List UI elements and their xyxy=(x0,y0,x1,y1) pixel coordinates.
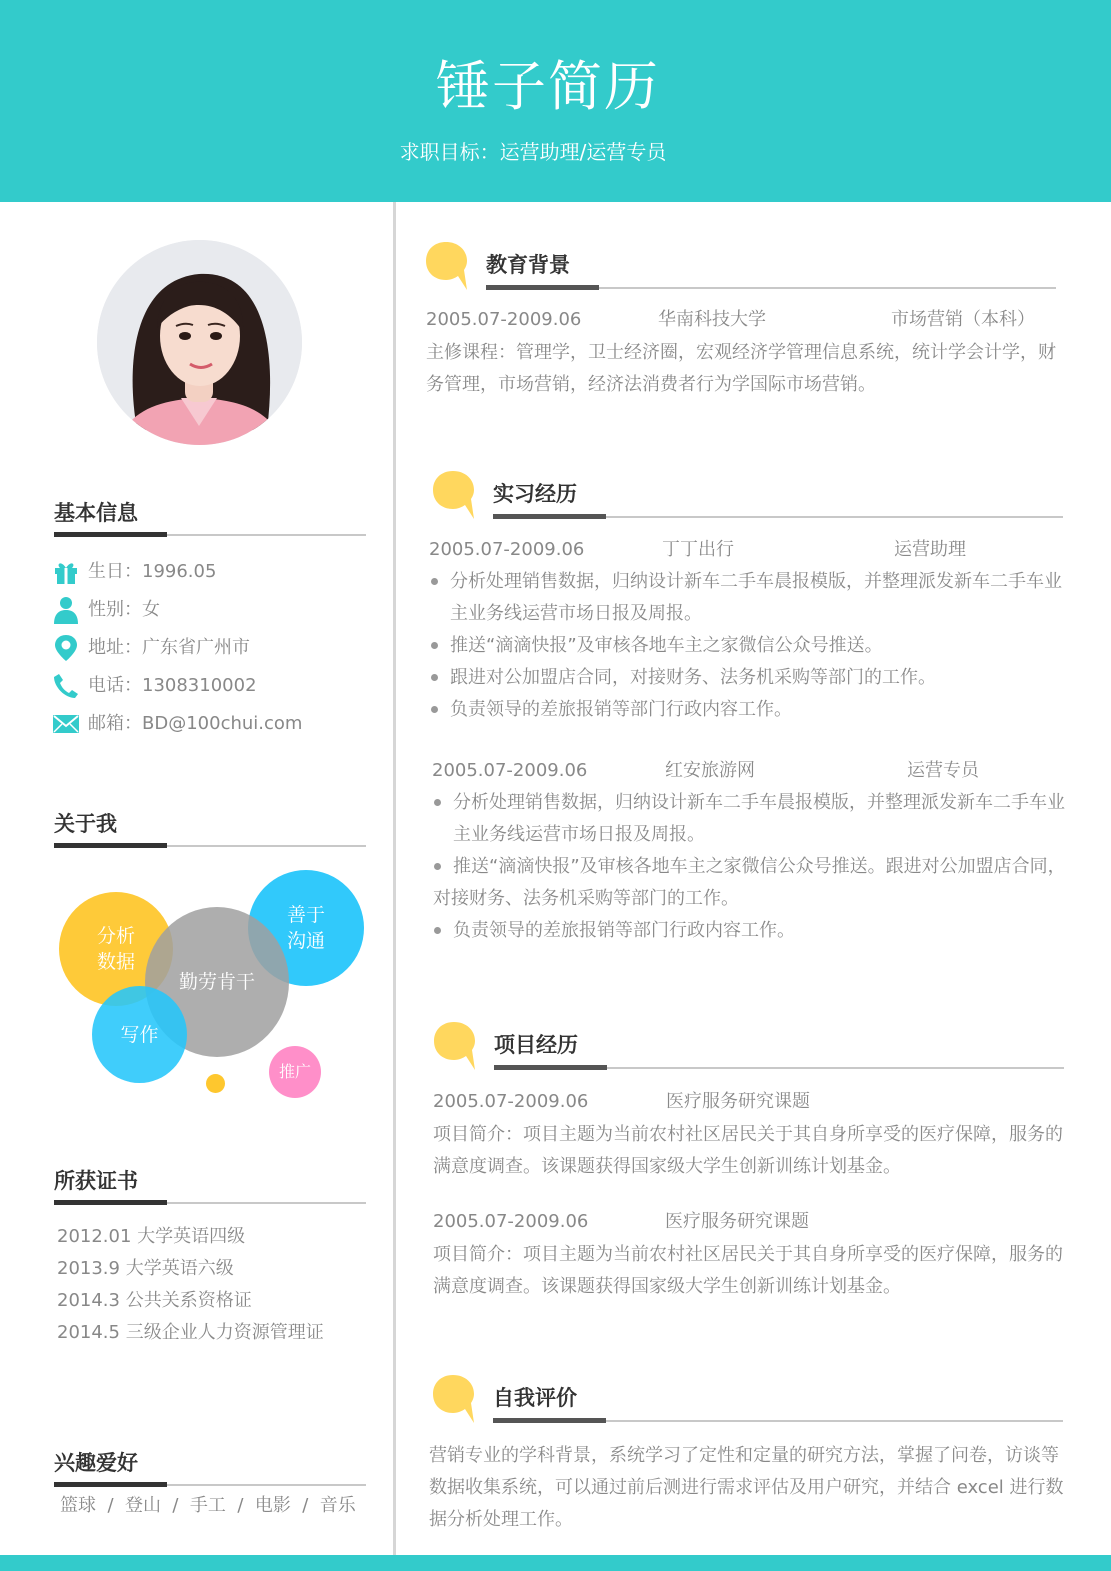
header-banner xyxy=(0,0,1111,202)
projects-heading: 项目经历 xyxy=(433,1020,1073,1080)
bullet-dot xyxy=(431,578,438,585)
project-description: 项目简介：项目主题为当前农村社区居民关于其自身所享受的医疗保障，服务的满意度调查。该课题获得国家级大学生创新训练计划基金。 xyxy=(433,1244,1063,1297)
internship-heading: 实习经历 xyxy=(432,469,1072,529)
education-meta xyxy=(426,306,1066,334)
gender-text: 性别：女 xyxy=(88,599,160,620)
hobbies-heading: 兴趣爱好 xyxy=(54,1448,366,1478)
mail-icon xyxy=(52,710,80,738)
internship-bullet: 负责领导的差旅报销等部门行政内容工作。 xyxy=(453,920,795,941)
bullet-dot xyxy=(434,799,441,806)
bullet-dot xyxy=(431,642,438,649)
column-divider xyxy=(393,202,396,1555)
speech-bubble-icon xyxy=(432,1373,476,1425)
job-objective: 求职目标：运营助理/运营专员 xyxy=(399,140,667,164)
skill-bubble-writing: 写作 xyxy=(92,986,187,1083)
internship-role: 运营专员 xyxy=(907,760,979,781)
certificate-item: 2012.01 大学英语四级 xyxy=(57,1226,246,1247)
gift-icon xyxy=(52,558,80,586)
skill-bubble-promotion: 推广 xyxy=(269,1046,321,1098)
email-text: 邮箱：BD@100chui.com xyxy=(88,713,303,734)
decorative-dot xyxy=(206,1074,225,1093)
internship-role: 运营助理 xyxy=(894,539,966,560)
internship-meta xyxy=(429,536,1069,564)
speech-bubble-icon xyxy=(432,469,476,521)
speech-bubble-icon xyxy=(433,1020,477,1072)
certificate-item: 2014.5 三级企业人力资源管理证 xyxy=(57,1322,324,1343)
internship-date: 2005.07-2009.06 xyxy=(432,760,588,781)
certificates-heading: 所获证书 xyxy=(54,1166,366,1196)
skill-bubble-analysis: 分析 数据 xyxy=(59,892,173,1006)
education-major: 市场营销（本科） xyxy=(891,309,1035,330)
internship-company: 丁丁出行 xyxy=(662,539,734,560)
education-courses: 主修课程：管理学，卫士经济圈，宏观经济学管理信息系统，统计学会计学，财务管理，市场营销，经济法消费者行为学国际市场营销。 xyxy=(426,342,1056,395)
phone-text: 电话：1308310002 xyxy=(88,675,257,696)
info-email xyxy=(52,709,302,739)
project-meta xyxy=(433,1208,1073,1236)
location-pin-icon xyxy=(52,634,80,662)
internship-meta xyxy=(432,757,1072,785)
skills-bubble-cloud xyxy=(52,866,372,1101)
avatar xyxy=(97,240,302,445)
portrait-image xyxy=(97,240,302,445)
bullet-dot xyxy=(431,674,438,681)
project-description: 项目简介：项目主题为当前农村社区居民关于其自身所享受的医疗保障，服务的满意度调查。该课题获得国家级大学生创新训练计划基金。 xyxy=(433,1124,1063,1177)
internship-bullet: 推送“滴滴快报”及审核各地车主之家微信公众号推送。跟进对公加盟店合同，对接财务、法务机采购等部门的工作。 xyxy=(433,856,1066,909)
education-school: 华南科技大学 xyxy=(658,309,766,330)
education-heading: 教育背景 xyxy=(425,240,1065,300)
info-phone xyxy=(52,671,257,701)
hobbies-list: 篮球 / 登山 / 手工 / 电影 / 音乐 xyxy=(60,1495,356,1516)
basic-info-heading: 基本信息 xyxy=(54,498,366,528)
self-eval-text: 营销专业的学科背景，系统学习了定性和定量的研究方法，掌握了问卷，访谈等数据收集系统，可以通过前后测进行需求评估及用户研究，并结合 excel 进行数据分析处理工作。 xyxy=(429,1445,1064,1530)
internship-bullet: 负责领导的差旅报销等部门行政内容工作。 xyxy=(450,699,792,720)
education-date: 2005.07-2009.06 xyxy=(426,309,582,330)
internship-date: 2005.07-2009.06 xyxy=(429,539,585,560)
project-meta xyxy=(433,1088,1073,1116)
certificate-item: 2014.3 公共关系资格证 xyxy=(57,1290,252,1311)
project-date: 2005.07-2009.06 xyxy=(433,1211,589,1232)
address-text: 地址：广东省广州市 xyxy=(88,637,250,658)
footer-bar xyxy=(0,1555,1111,1571)
skill-bubble-communication: 善于 沟通 xyxy=(248,870,364,986)
person-icon xyxy=(52,596,80,624)
internship-bullet: 分析处理销售数据，归纳设计新车二手车晨报模版，并整理派发新车二手车业主业务线运营市场日报及周报。 xyxy=(450,571,1062,624)
self-eval-heading: 自我评价 xyxy=(432,1373,1072,1433)
skill-bubble-diligent: 勤劳肯干 xyxy=(145,907,289,1057)
internship-bullet: 跟进对公加盟店合同，对接财务、法务机采购等部门的工作。 xyxy=(450,667,936,688)
project-date: 2005.07-2009.06 xyxy=(433,1091,589,1112)
about-heading: 关于我 xyxy=(54,809,366,839)
info-birthday xyxy=(52,557,216,587)
internship-bullet: 分析处理销售数据，归纳设计新车二手车晨报模版，并整理派发新车二手车业主业务线运营市场日报及周报。 xyxy=(453,792,1065,845)
resume-title: 锤子简历 xyxy=(436,55,660,118)
info-address xyxy=(52,633,250,663)
internship-bullet: 推送“滴滴快报”及审核各地车主之家微信公众号推送。 xyxy=(450,635,883,656)
phone-icon xyxy=(52,672,80,700)
internship-company: 红安旅游网 xyxy=(665,760,755,781)
birthday-text: 生日：1996.05 xyxy=(88,561,217,582)
info-gender xyxy=(52,595,160,625)
certificate-item: 2013.9 大学英语六级 xyxy=(57,1258,234,1279)
project-name: 医疗服务研究课题 xyxy=(665,1211,809,1232)
speech-bubble-icon xyxy=(425,240,469,292)
bullet-dot xyxy=(434,927,441,934)
project-name: 医疗服务研究课题 xyxy=(666,1091,810,1112)
bullet-dot xyxy=(431,706,438,713)
